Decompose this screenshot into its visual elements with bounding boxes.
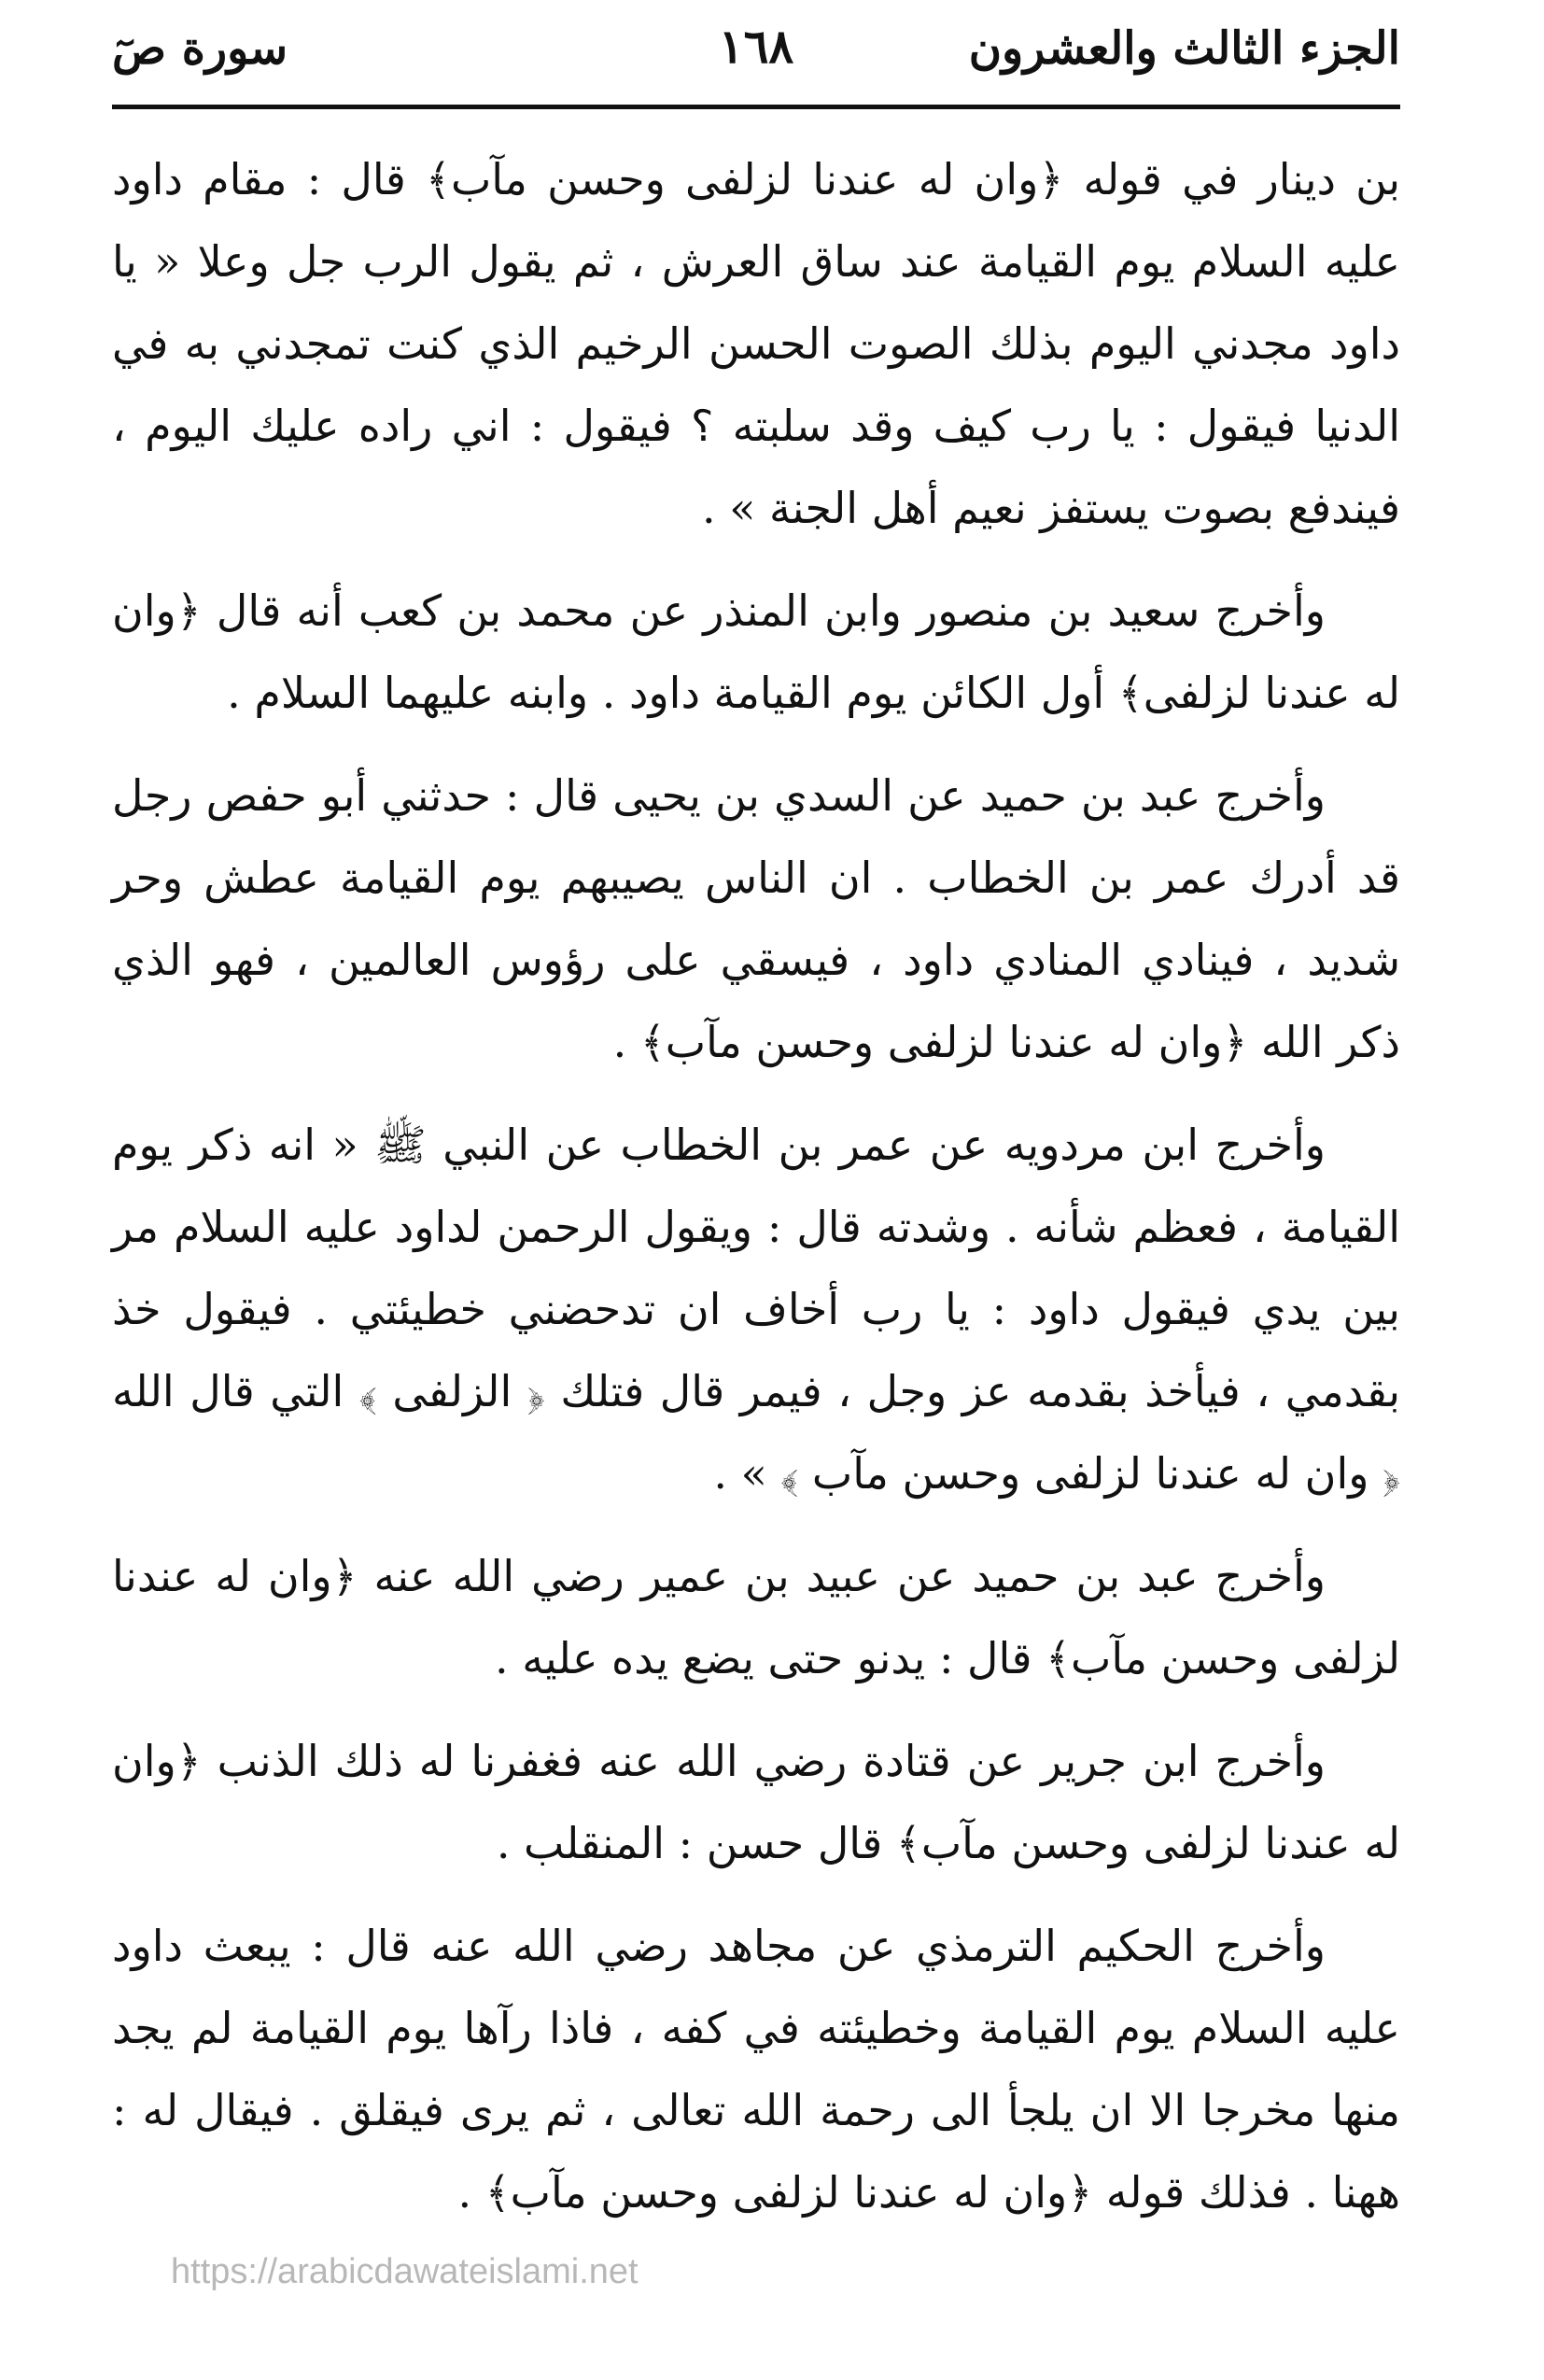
watermark-url: https://arabicdawateislami.net xyxy=(171,2252,639,2291)
page-body xyxy=(112,138,1400,2254)
paragraph-7: وأخرج الحكيم الترمذي عن مجاهد رضي الله عنه قال : يبعث داود عليه السلام يوم القيامة وخطيئته في كفه ، فاذا رآها يوم القيامة لم يجد منها مخرجا الا ان يلجأ الى رحمة الله تعالى ، ثم يرى فيقلق . فيقال له : ههنا . فذلك قوله ﴿وان له عندنا لزلفى وحسن مآب﴾ . xyxy=(112,1921,1400,2218)
paragraph-3: وأخرج عبد بن حميد عن السدي بن يحيى قال : حدثني أبو حفص رجل قد أدرك عمر بن الخطاب . ان الناس يصيبهم يوم القيامة عطش وحر شديد ، فينادي المنادي داود ، فيسقي على رؤوس العالمين ، فهو الذي ذكر الله ﴿وان له عندنا لزلفى وحسن مآب﴾ . xyxy=(112,770,1400,1067)
paragraph-2: وأخرج سعيد بن منصور وابن المنذر عن محمد بن كعب أنه قال ﴿وان له عندنا لزلفى﴾ أول الكائن يوم القيامة داود . وابنه عليهما السلام . xyxy=(112,585,1400,718)
paragraph-6: وأخرج ابن جرير عن قتادة رضي الله عنه فغفرنا له ذلك الذنب ﴿وان له عندنا لزلفى وحسن مآب﴾ قال حسن : المنقلب . xyxy=(112,1736,1400,1868)
surah-title: سورة صٓ xyxy=(112,22,288,75)
page-header xyxy=(112,13,1400,88)
part-title: الجزء الثالث والعشرون xyxy=(968,22,1400,75)
header-divider xyxy=(112,105,1400,109)
page-number: ١٦٨ xyxy=(718,19,794,74)
paragraph-5: وأخرج عبد بن حميد عن عبيد بن عمير رضي الله عنه ﴿وان له عندنا لزلفى وحسن مآب﴾ قال : يدنو حتى يضع يده عليه . xyxy=(112,1551,1400,1683)
paragraph-1: بن دينار في قوله ﴿وان له عندنا لزلفى وحسن مآب﴾ قال : مقام داود عليه السلام يوم القيامة عند ساق العرش ، ثم يقول الرب جل وعلا « يا داود مجدني اليوم بذلك الصوت الحسن الرخيم الذي كنت تمجدني به في الدنيا فيقول : يا رب كيف وقد سلبته ؟ فيقول : اني راده عليك اليوم ، فيندفع بصوت يستفز نعيم أهل الجنة » . xyxy=(112,154,1400,533)
paragraph-4: وأخرج ابن مردويه عن عمر بن الخطاب عن النبي ﷺ « انه ذكر يوم القيامة ، فعظم شأنه . وشدته قال : ويقول الرحمن لداود عليه السلام مر بين يدي فيقول داود : يا رب أخاف ان تدحضني خطيئتي . فيقول خذ بقدمي ، فيأخذ بقدمه عز وجل ، فيمر قال فتلك ﴿ الزلفى ﴾ التي قال الله ﴿ وان له عندنا لزلفى وحسن مآب ﴾ » . xyxy=(112,1120,1400,1499)
